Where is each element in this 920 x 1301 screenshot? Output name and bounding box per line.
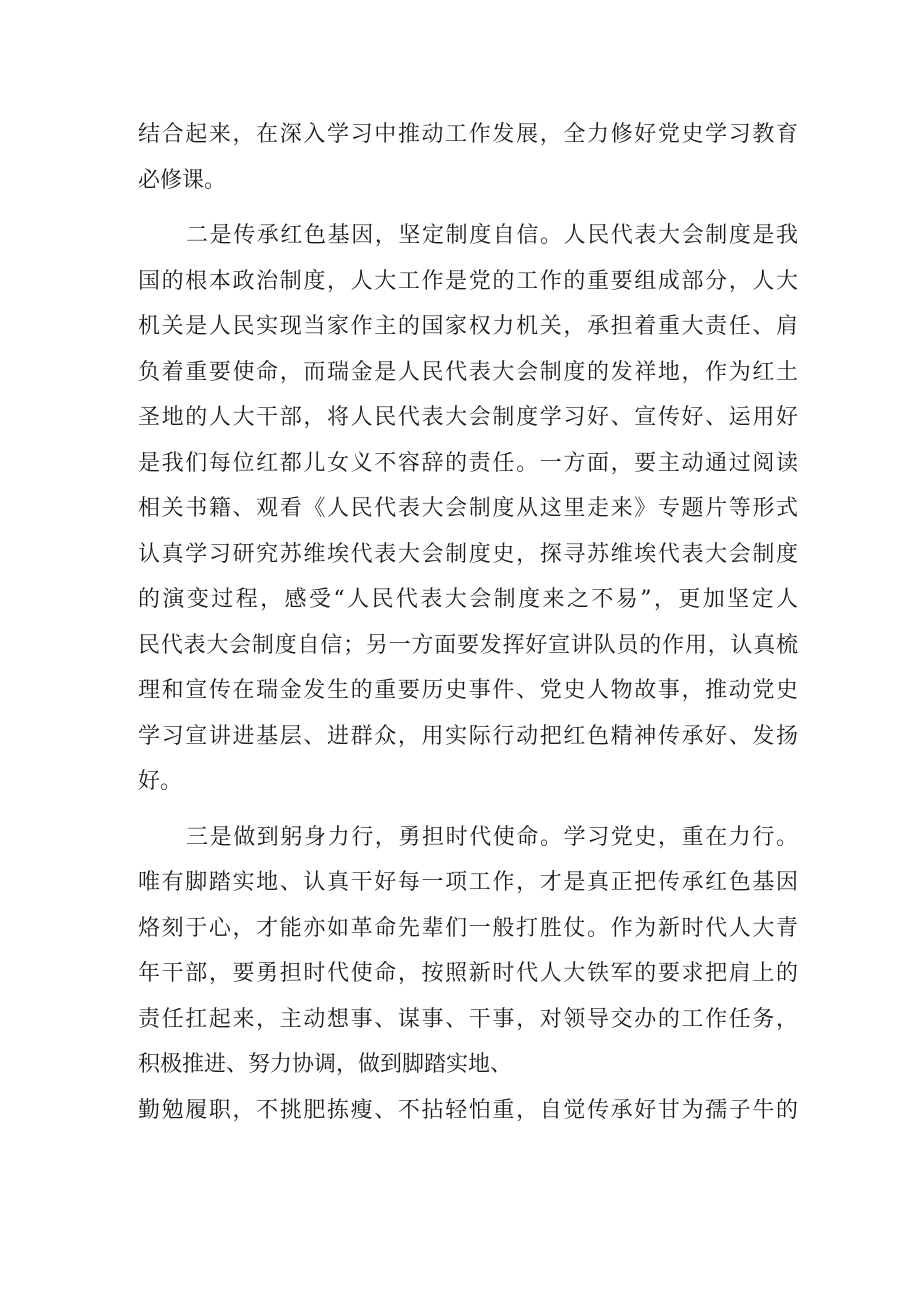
- text-line: 理和宣传在瑞金发生的重要历史事件、党史人物故事，推动党史: [138, 678, 798, 703]
- text-line: 唯有脚踏实地、认真干好每一项工作，才是真正把传承红色基因: [138, 870, 798, 895]
- paragraph-continuation: [138, 112, 798, 203]
- text-line: 勤勉履职，不挑肥拣瘦、不拈轻怕重，自觉传承好甘为孺子牛的: [138, 1097, 798, 1123]
- text-line: 的演变过程，感受“人民代表大会制度来之不易”，更加坚定人: [138, 587, 798, 612]
- text-line: 年干部，要勇担时代使命，按照新时代人大铁军的要求把肩上的: [138, 961, 798, 986]
- paragraph-two: [138, 213, 798, 805]
- text-line: 是我们每位红都儿女义不容辞的责任。一方面，要主动通过阅读: [138, 450, 798, 476]
- text-line-first: 二是传承红色基因，坚定制度自信。人民代表大会制度是我: [186, 223, 798, 248]
- paragraph-spacer: [138, 805, 798, 815]
- text-line: 积极推进、努力协调，做到脚踏实地、: [138, 1052, 513, 1077]
- text-line: 烙刻于心，才能亦如革命先辈们一般打胜仗。作为新时代人大青: [138, 915, 798, 941]
- text-line: 负着重要使命，而瑞金是人民代表大会制度的发祥地，作为红土: [138, 359, 798, 385]
- text-line: 责任扛起来，主动想事、谋事、干事，对领导交办的工作任务，: [138, 1006, 798, 1032]
- text-line: 好。: [138, 769, 183, 794]
- text-line: 结合起来，在深入学习中推动工作发展，全力修好党史学习教育: [138, 122, 798, 147]
- text-line: 民代表大会制度自信；另一方面要发挥好宣讲队员的作用，认真梳: [138, 632, 798, 658]
- paragraph-spacer: [138, 203, 798, 213]
- text-line: 认真学习研究苏维埃代表大会制度史，探寻苏维埃代表大会制度: [138, 541, 798, 567]
- paragraph-three: [138, 815, 798, 1134]
- text-line: 必修课。: [138, 167, 227, 193]
- text-line: 相关书籍、观看《人民代表大会制度从这里走来》专题片等形式: [138, 496, 798, 521]
- text-line: 机关是人民实现当家作主的国家权力机关，承担着重大责任、肩: [138, 314, 798, 339]
- text-line-first: 三是做到躬身力行，勇担时代使命。学习党史，重在力行。: [186, 824, 798, 850]
- document-body: [138, 112, 798, 1133]
- text-line: 圣地的人大干部，将人民代表大会制度学习好、宣传好、运用好: [138, 405, 798, 430]
- text-line: 学习宣讲进基层、进群众，用实际行动把红色精神传承好、发扬: [138, 723, 798, 749]
- text-line: 国的根本政治制度，人大工作是党的工作的重要组成部分，人大: [138, 268, 798, 294]
